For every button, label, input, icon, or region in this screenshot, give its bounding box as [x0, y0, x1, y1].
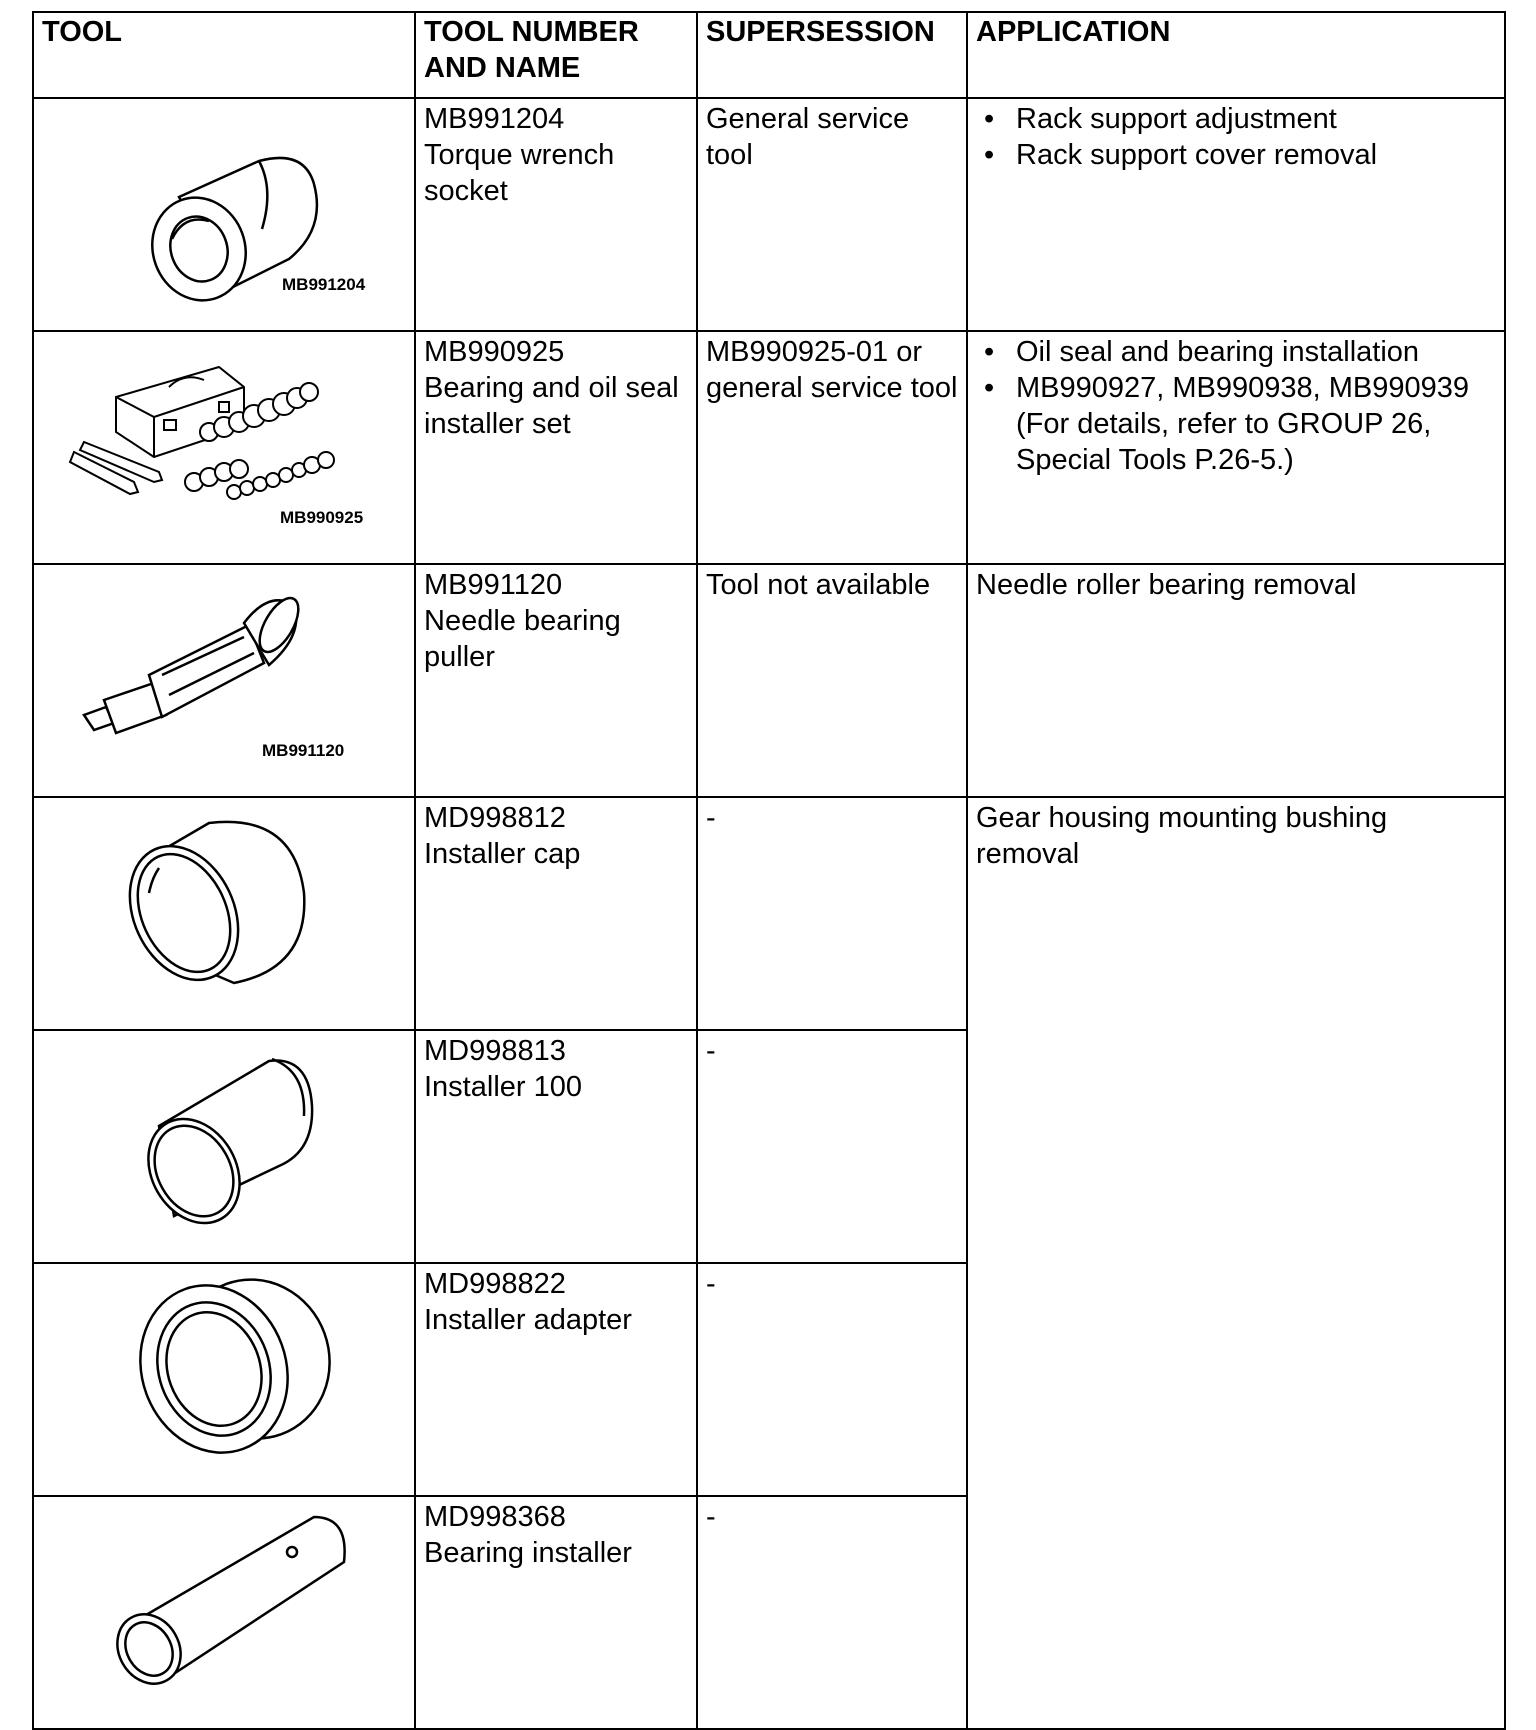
application-text: Gear housing mounting bushing removal	[976, 802, 1388, 870]
tool-number: MB991120	[424, 569, 563, 601]
tool-number-name-cell	[415, 564, 697, 797]
supersession-text: MB990925-01 or general service tool	[706, 336, 958, 404]
tool-name: Needle bearing puller	[424, 605, 621, 673]
needle-bearing-puller-illustration	[34, 565, 414, 796]
application-list	[968, 332, 1504, 478]
supersession-cell	[697, 564, 967, 797]
supersession-text: Tool not available	[706, 569, 931, 601]
tool-image-cell	[33, 1030, 415, 1263]
supersession-cell	[697, 1263, 967, 1496]
tool-name: Installer adapter	[424, 1304, 632, 1336]
tool-number-name-cell	[415, 98, 697, 331]
bearing-installer-illustration	[34, 1497, 414, 1728]
installer-adapter-illustration	[34, 1264, 414, 1495]
tool-number-name-cell	[415, 1496, 697, 1729]
tool-image-cell	[33, 98, 415, 331]
tool-name: Bearing and oil seal installer set	[424, 372, 679, 440]
application-item: • Oil seal and bearing installation	[976, 334, 1496, 370]
tool-number: MB990925	[424, 336, 565, 368]
special-tools-table	[32, 11, 1506, 1730]
tool-image-label: MB990925	[280, 508, 364, 527]
application-text: Needle roller bearing removal	[976, 569, 1357, 601]
table-row	[33, 331, 1505, 564]
tool-number: MB991204	[424, 103, 565, 135]
tool-number-name-cell	[415, 1263, 697, 1496]
tool-number: MD998368	[424, 1501, 566, 1533]
header-row	[33, 12, 1505, 98]
header-tool: TOOL	[33, 12, 415, 98]
tool-number: MD998813	[424, 1035, 566, 1067]
application-list	[968, 99, 1504, 173]
tool-number-name-cell	[415, 331, 697, 564]
supersession-cell	[697, 1030, 967, 1263]
application-cell	[967, 98, 1505, 331]
application-cell	[967, 797, 1505, 1729]
supersession-cell	[697, 98, 967, 331]
application-item: • MB990927, MB990938, MB990939 (For details, refer to GROUP 26, Special Tools P.26-5.)	[976, 370, 1496, 478]
application-item: • Rack support cover removal	[976, 137, 1496, 173]
tool-name: Installer 100	[424, 1071, 582, 1103]
table-row	[33, 564, 1505, 797]
table-row	[33, 98, 1505, 331]
torque-wrench-socket-illustration	[34, 99, 414, 330]
header-application: APPLICATION	[967, 12, 1505, 98]
supersession-cell	[697, 331, 967, 564]
tool-name: Installer cap	[424, 838, 581, 870]
tool-image-cell	[33, 797, 415, 1030]
tool-image-cell	[33, 1263, 415, 1496]
header-tool-number-name: TOOL NUMBER AND NAME	[415, 12, 697, 98]
tool-number: MD998812	[424, 802, 566, 834]
table-row	[33, 797, 1505, 1030]
supersession-text: -	[706, 1268, 716, 1300]
supersession-cell	[697, 1496, 967, 1729]
tool-name: Torque wrench socket	[424, 139, 615, 207]
supersession-cell	[697, 797, 967, 1030]
tool-image-label: MB991120	[262, 741, 345, 760]
supersession-text: -	[706, 1035, 716, 1067]
application-item: • Rack support adjustment	[976, 101, 1496, 137]
supersession-text: General service tool	[706, 103, 910, 171]
application-cell	[967, 564, 1505, 797]
supersession-text: -	[706, 802, 716, 834]
installer-100-illustration	[34, 1031, 414, 1262]
supersession-text: -	[706, 1501, 716, 1533]
tool-image-label: MB991204	[282, 275, 366, 294]
tool-name: Bearing installer	[424, 1537, 632, 1569]
tool-image-cell	[33, 564, 415, 797]
tool-number-name-cell	[415, 797, 697, 1030]
installer-cap-illustration	[34, 798, 414, 1029]
tool-image-cell	[33, 1496, 415, 1729]
header-supersession: SUPERSESSION	[697, 12, 967, 98]
application-cell	[967, 331, 1505, 564]
tool-number-name-cell	[415, 1030, 697, 1263]
installer-set-illustration	[34, 332, 414, 563]
tool-image-cell	[33, 331, 415, 564]
tool-number: MD998822	[424, 1268, 566, 1300]
